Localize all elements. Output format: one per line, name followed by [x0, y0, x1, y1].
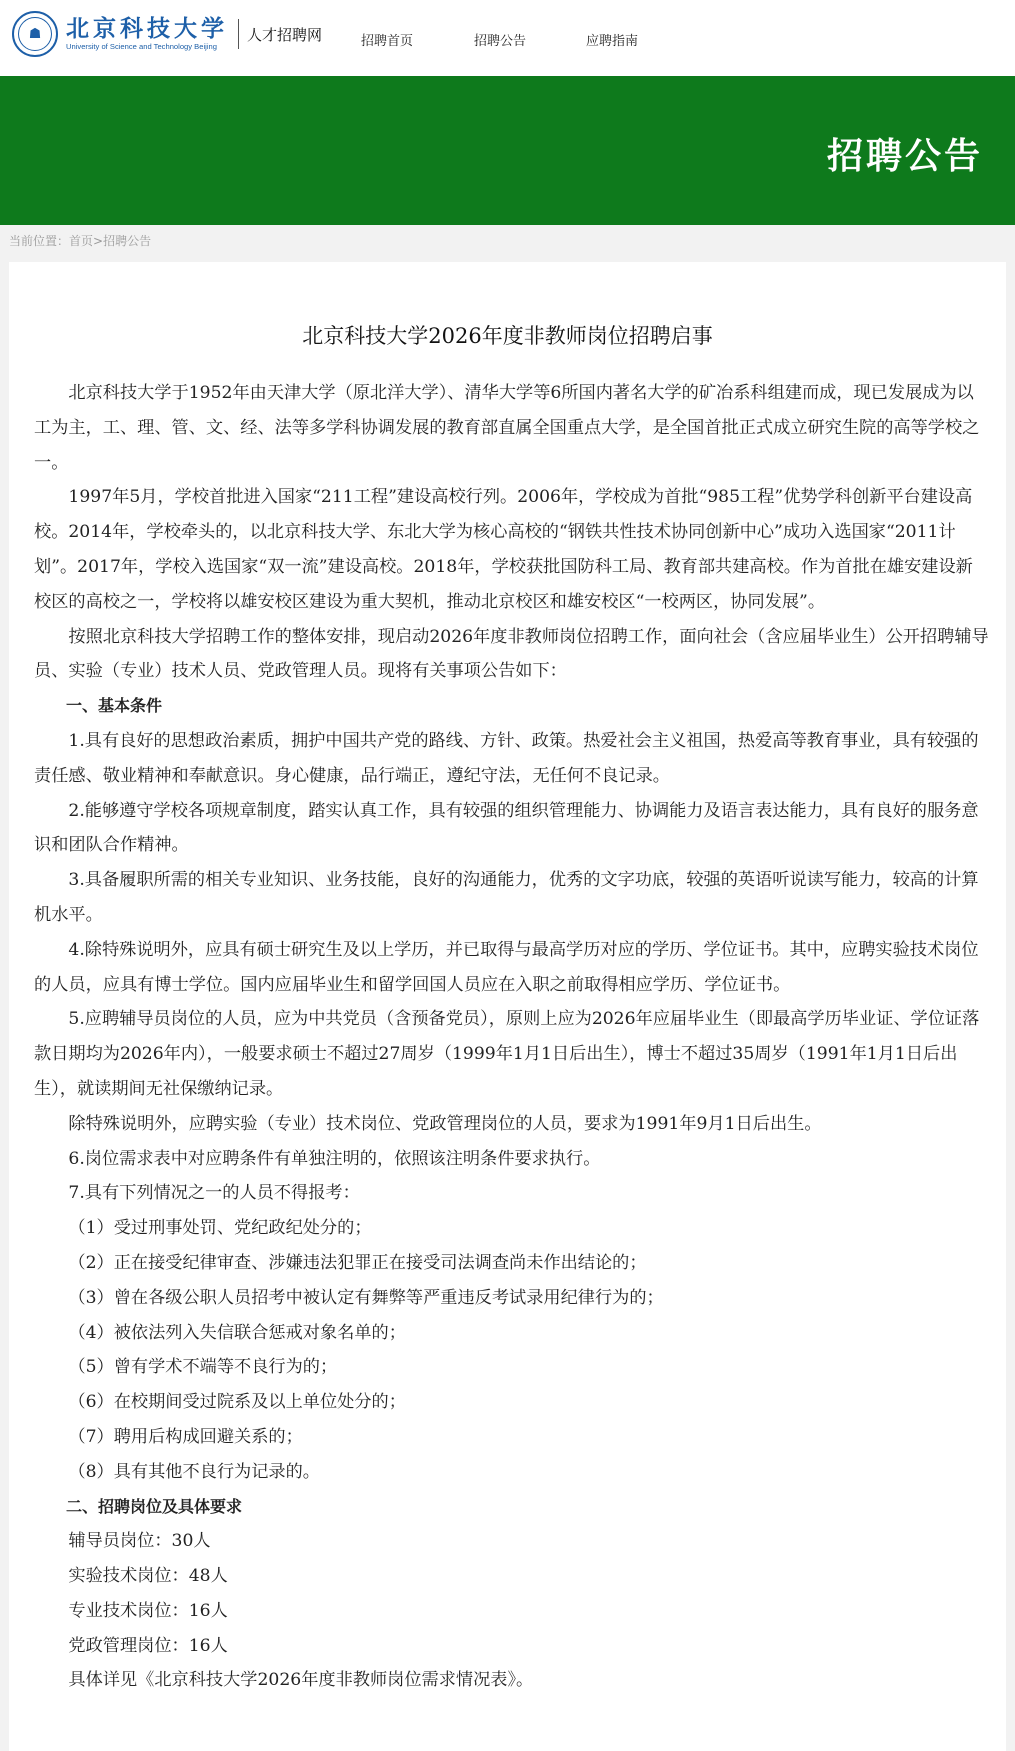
condition-item: 2.能够遵守学校各项规章制度，踏实认真工作，具有较强的组织管理能力、协调能力及语言表达能力，具有良好的服务意识和团队合作精神。 [34, 800, 979, 856]
breadcrumb-separator: > [93, 234, 104, 248]
logo-english-name: University of Science and Technology Beijing [66, 42, 217, 51]
exclusion-item: （5）曾有学术不端等不良行为的； [68, 1357, 338, 1378]
exclusion-item: （4）被依法列入失信联合惩戒对象名单的； [68, 1322, 406, 1343]
exclusion-item: （7）聘用后构成回避关系的； [68, 1426, 303, 1447]
exclusion-item: （2）正在接受纪律审查、涉嫌违法犯罪正在接受司法调查尚未作出结论的； [68, 1252, 647, 1273]
paragraph-announcement: 按照北京科技大学招聘工作的整体安排，现启动2026年度非教师岗位招聘工作，面向社会（含应届毕业生）公开招聘辅导员、实验（专业）技术人员、党政管理人员。现将有关事项公告如下： [34, 626, 989, 682]
nav-home[interactable]: 招聘首页 [361, 34, 414, 49]
logo-divider [238, 19, 239, 49]
condition-item: 4.除特殊说明外，应具有硕士研究生及以上学历，并已取得与最高学历对应的学历、学位证书。其中，应聘实验技术岗位的人员，应具有博士学位。国内应届毕业生和留学回国人员应在入职之前取得相应学历、学位证书。 [34, 939, 979, 995]
section-heading-positions: 二、招聘岗位及具体要求 [66, 1496, 243, 1516]
condition-item: 6.岗位需求表中对应聘条件有单独注明的，依照该注明条件要求执行。 [68, 1148, 601, 1169]
condition-item: 1.具有良好的思想政治素质，拥护中国共产党的路线、方针、政策。热爱社会主义祖国，热爱高等教育事业，具有较强的责任感、敬业精神和奉献意识。身心健康，品行端正，遵纪守法，无任何不良记录。 [34, 730, 979, 786]
exclusion-item: （6）在校期间受过院系及以上单位处分的； [68, 1392, 406, 1413]
exclusion-item: （8）具有其他不良行为记录的。 [68, 1461, 320, 1482]
condition-item: 7.具有下列情况之一的人员不得报考： [68, 1183, 360, 1204]
university-logo[interactable] [12, 11, 322, 57]
breadcrumb-home[interactable]: 首页 [69, 234, 94, 248]
position-details-note: 具体详见《北京科技大学2026年度非教师岗位需求情况表》。 [68, 1670, 534, 1691]
nav-application-guide[interactable]: 应聘指南 [586, 34, 639, 49]
university-seal-icon: ☗ [12, 11, 58, 57]
section-heading-basic-conditions: 一、基本条件 [66, 696, 163, 716]
exclusion-item: （3）曾在各级公职人员招考中被认定有舞弊等严重违反考试录用纪律行为的； [68, 1287, 664, 1308]
article-body [34, 376, 989, 1698]
condition-item: 5.应聘辅导员岗位的人员，应为中共党员（含预备党员），原则上应为2026年应届毕业生（即最高学历毕业证、学位证落款日期均为2026年内），一般要求硕士不超过27周岁（1999年1月1日后出生），博士不超过35周岁（1991年1月1日后出生），就读期间无社保缴纳记录。 [34, 1009, 980, 1099]
position-count: 专业技术岗位：16人 [68, 1600, 228, 1621]
page-banner [0, 76, 1015, 225]
breadcrumb-prefix: 当前位置： [9, 234, 70, 248]
breadcrumb-current[interactable]: 招聘公告 [103, 234, 152, 248]
top-header [0, 0, 1015, 76]
position-count: 实验技术岗位：48人 [68, 1566, 228, 1587]
article-title: 北京科技大学2026年度非教师岗位招聘启事 [302, 324, 713, 348]
paragraph-intro: 北京科技大学于1952年由天津大学（原北洋大学）、清华大学等6所国内著名大学的矿冶系科组建而成，现已发展成为以工为主，工、理、管、文、经、法等多学科协调发展的教育部直属全国重点大学，是全国首批正式成立研究生院的高等学校之一。 [34, 383, 980, 473]
article-container [9, 262, 1006, 1751]
logo-chinese-name: 北京科技大学 [66, 15, 228, 42]
exclusion-item: （1）受过刑事处罚、党纪政纪处分的； [68, 1218, 372, 1239]
position-count: 党政管理岗位：16人 [68, 1635, 228, 1656]
condition-item: 3.具备履职所需的相关专业知识、业务技能，良好的沟通能力，优秀的文字功底，较强的英语听说读写能力，较高的计算机水平。 [34, 870, 979, 925]
nav-announcements[interactable]: 招聘公告 [474, 34, 527, 49]
site-name: 人才招聘网 [247, 25, 323, 44]
paragraph-history: 1997年5月，学校首批进入国家“211工程”建设高校行列。2006年，学校成为首批“985工程”优势学科创新平台建设高校。2014年，学校牵头的，以北京科技大学、东北大学为核心高校的“钢铁共性技术协同创新中心”成功入选国家“2011计划”。2017年，学校入选国家“双一流”建设高校。2018年，学校获批国防科工局、教育部共建高校。作为首批在雄安建设新校区的高校之一，学校将以雄安校区建设为重大契机，推动北京校区和雄安校区“一校两区，协同发展”。 [34, 487, 973, 612]
banner-title: 招聘公告 [826, 136, 983, 177]
position-count: 辅导员岗位：30人 [68, 1531, 211, 1552]
breadcrumb [9, 232, 151, 249]
condition-note: 除特殊说明外，应聘实验（专业）技术岗位、党政管理岗位的人员，要求为1991年9月1日后出生。 [68, 1113, 822, 1134]
